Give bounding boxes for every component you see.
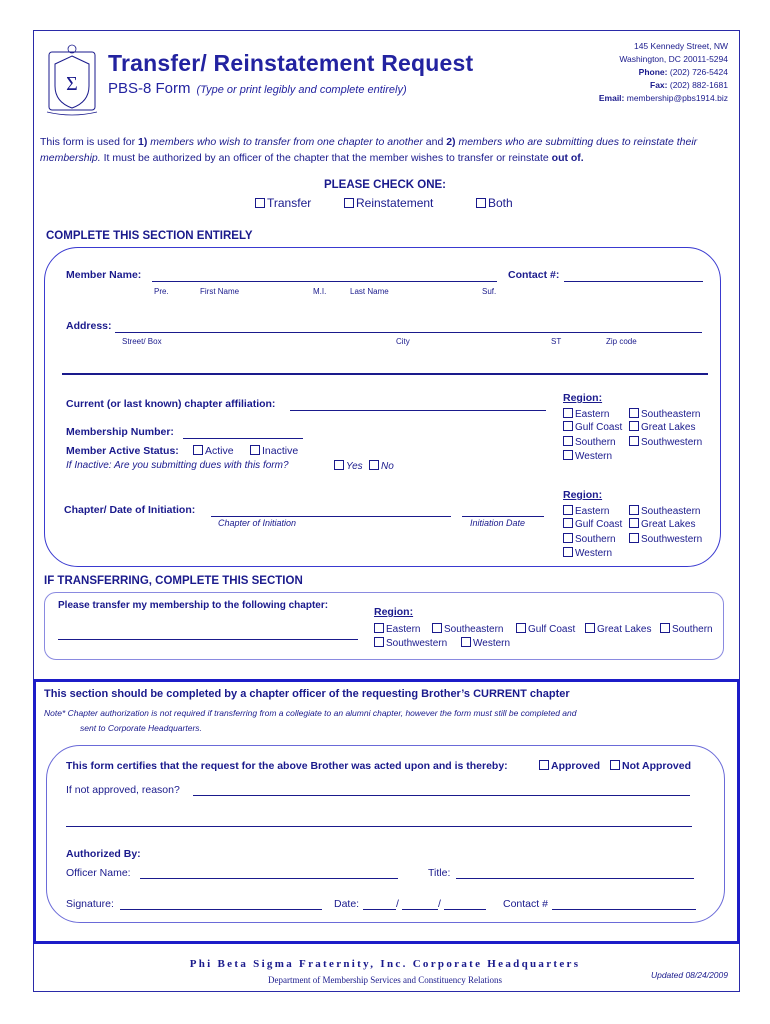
- transfer-region-gulf-coast[interactable]: Gulf Coast: [516, 623, 575, 635]
- current-region-label: Region:: [563, 392, 603, 404]
- sub-last-name: Last Name: [350, 287, 389, 296]
- membership-number-label: Membership Number:: [66, 426, 174, 438]
- member-name-field[interactable]: [152, 281, 497, 282]
- region2-great-lakes[interactable]: Great Lakes: [629, 518, 695, 530]
- signature-field[interactable]: [120, 909, 322, 910]
- address-label: Address:: [66, 320, 112, 332]
- crest-logo: [43, 42, 101, 118]
- officer-name-field[interactable]: [140, 878, 398, 879]
- region1-southern[interactable]: Southern: [563, 436, 616, 448]
- address-field[interactable]: [115, 332, 702, 333]
- transfer-prompt: Please transfer my membership to the following chapter:: [58, 600, 329, 611]
- transfer-region-western[interactable]: Western: [461, 637, 510, 649]
- footer-org: Phi Beta Sigma Fraternity, Inc. Corporate Headquarters: [189, 958, 581, 970]
- title-field[interactable]: [456, 878, 694, 879]
- section1-heading: COMPLETE THIS SECTION ENTIRELY: [46, 230, 253, 242]
- inactive-checkbox[interactable]: Inactive: [250, 445, 298, 457]
- sub-suf: Suf.: [482, 287, 497, 296]
- initiation-region-label: Region:: [563, 489, 603, 501]
- region1-gulf-coast[interactable]: Gulf Coast: [563, 421, 622, 433]
- sub-st: ST: [551, 337, 562, 346]
- region2-southwestern[interactable]: Southwestern: [629, 533, 702, 545]
- chapter-affiliation-label: Current (or last known) chapter affiliation:: [66, 398, 276, 410]
- sub-city: City: [396, 337, 410, 346]
- date-slash-2: /: [438, 898, 441, 910]
- officer-note-cont: sent to Corporate Headquarters.: [80, 723, 202, 733]
- chapter-of-initiation-field[interactable]: [211, 516, 451, 517]
- inactive-question: If Inactive: Are you submitting dues with this form?: [66, 460, 289, 471]
- date-slash-1: /: [396, 898, 399, 910]
- officer-name-label: Officer Name:: [66, 867, 131, 879]
- transfer-region-great-lakes[interactable]: Great Lakes: [585, 623, 651, 635]
- member-name-label: Member Name:: [66, 269, 142, 281]
- transfer-checkbox[interactable]: Transfer: [255, 196, 311, 210]
- date-label: Date:: [334, 898, 360, 910]
- approved-checkbox[interactable]: Approved: [539, 760, 600, 772]
- officer-note: Note* Chapter authorization is not required if transferring from a collegiate to an alumni chapter, however the form must still be completed and: [44, 708, 577, 718]
- dues-no-checkbox[interactable]: No: [369, 460, 394, 472]
- updated-date: Updated 08/24/2009: [650, 970, 728, 980]
- certify-text: This form certifies that the request for the above Brother was acted upon and is thereby:: [66, 760, 508, 772]
- sub-zip: Zip code: [606, 337, 637, 346]
- transfer-region-southern[interactable]: Southern: [660, 623, 713, 635]
- contact-field[interactable]: [564, 281, 703, 282]
- reason-field[interactable]: [193, 795, 690, 796]
- officer-heading: This section should be completed by a chapter officer of the requesting Brother’s CURRENT chapter: [44, 688, 570, 700]
- transfer-chapter-field[interactable]: [58, 639, 358, 640]
- active-checkbox[interactable]: Active: [193, 445, 234, 457]
- membership-number-field[interactable]: [183, 438, 303, 439]
- officer-contact-label: Contact #: [503, 898, 548, 910]
- check-one-heading: PLEASE CHECK ONE:: [323, 179, 447, 191]
- officer-contact-field[interactable]: [552, 909, 696, 910]
- transfer-region-southeastern[interactable]: Southeastern: [432, 623, 504, 635]
- divider: [62, 373, 708, 375]
- dues-yes-checkbox[interactable]: Yes: [334, 460, 363, 472]
- reason-field-line2[interactable]: [66, 826, 692, 827]
- authorized-by-label: Authorized By:: [66, 848, 141, 860]
- hq-address: 145 Kennedy Street, NW Washington, DC 20011-5294 Phone: (202) 726-5424 Fax: (202) 882-1681 Email: membership@pbs1914.biz: [598, 41, 728, 103]
- region1-great-lakes[interactable]: Great Lakes: [629, 421, 695, 433]
- chapter-date-label: Chapter/ Date of Initiation:: [64, 504, 196, 516]
- transfer-heading: IF TRANSFERRING, COMPLETE THIS SECTION: [44, 575, 303, 587]
- region2-southeastern[interactable]: Southeastern: [629, 505, 701, 517]
- initiation-date-field[interactable]: [462, 516, 544, 517]
- reinstatement-checkbox[interactable]: Reinstatement: [344, 196, 433, 210]
- sub-pre: Pre.: [154, 287, 169, 296]
- region1-eastern[interactable]: Eastern: [563, 408, 609, 420]
- transfer-region-label: Region:: [374, 606, 414, 618]
- transfer-region-southwestern[interactable]: Southwestern: [374, 637, 447, 649]
- not-approved-checkbox[interactable]: Not Approved: [610, 760, 691, 772]
- contact-label: Contact #:: [508, 269, 560, 281]
- both-checkbox[interactable]: Both: [476, 196, 513, 210]
- active-status-label: Member Active Status:: [66, 445, 179, 457]
- initiation-date-sub: Initiation Date: [470, 518, 526, 528]
- region2-eastern[interactable]: Eastern: [563, 505, 609, 517]
- transfer-region-eastern[interactable]: Eastern: [374, 623, 420, 635]
- form-subtitle: PBS-8 Form (Type or print legibly and complete entirely): [108, 80, 407, 97]
- footer-dept: Department of Membership Services and Constituency Relations: [268, 975, 502, 985]
- sub-first-name: First Name: [200, 287, 240, 296]
- title-label: Title:: [428, 867, 451, 879]
- region2-western[interactable]: Western: [563, 547, 612, 559]
- svg-text:Σ: Σ: [66, 73, 78, 95]
- chapter-affiliation-field[interactable]: [290, 410, 546, 411]
- date-day-field[interactable]: [402, 909, 438, 910]
- signature-label: Signature:: [66, 898, 114, 910]
- region2-southern[interactable]: Southern: [563, 533, 616, 545]
- region1-southeastern[interactable]: Southeastern: [629, 408, 701, 420]
- form-title: Transfer/ Reinstatement Request: [108, 50, 474, 76]
- sub-mi: M.I.: [313, 287, 327, 296]
- intro-text: This form is used for 1) members who wish to transfer from one chapter to another and 2) members who are submitting dues to reinstate their membership. It must be authorized by an officer of the chapter that the member wishes to transfer or reinstate out of.: [40, 136, 698, 164]
- date-month-field[interactable]: [363, 909, 396, 910]
- chapter-of-initiation-sub: Chapter of Initiation: [218, 518, 297, 528]
- region1-southwestern[interactable]: Southwestern: [629, 436, 702, 448]
- region1-western[interactable]: Western: [563, 450, 612, 462]
- date-year-field[interactable]: [444, 909, 486, 910]
- sub-street: Street/ Box: [122, 337, 162, 346]
- region2-gulf-coast[interactable]: Gulf Coast: [563, 518, 622, 530]
- reason-label: If not approved, reason?: [66, 784, 180, 796]
